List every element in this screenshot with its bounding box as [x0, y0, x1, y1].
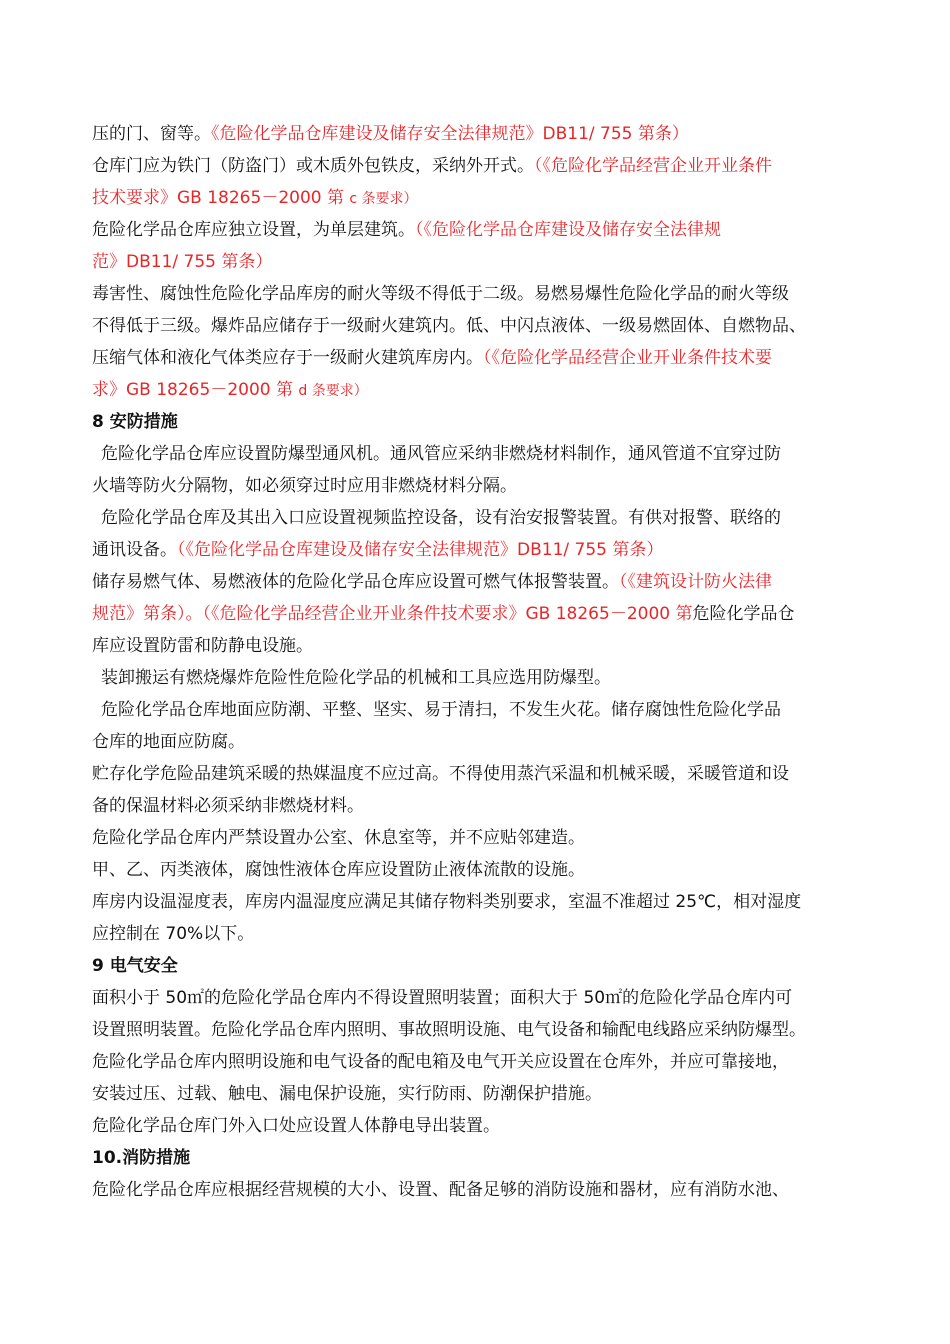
text-line: [92, 1174, 892, 1206]
text-line: [92, 534, 892, 566]
citation-text: 求》GB 18265－2000 第: [92, 380, 299, 400]
body-text: 设置照明装置。危险化学品仓库内照明、事故照明设施、电气设备和输配电线路应采纳防爆型。: [92, 1020, 806, 1040]
citation-text: （《危险化学品经营企业开业条件: [534, 156, 772, 176]
body-text: 库应设置防雷和防静电设施。: [92, 636, 313, 656]
citation-text: （《建筑设计防火法律: [619, 572, 772, 592]
body-text: 装卸搬运有燃烧爆炸危险性危险化学品的机械和工具应选用防爆型。: [101, 668, 611, 688]
text-line: [92, 854, 892, 886]
body-text: 9 电气安全: [92, 956, 178, 976]
body-text: 危险化学品仓库门外入口处应设置人体静电导出装置。: [92, 1116, 500, 1136]
text-line: [92, 630, 892, 662]
text-line: [92, 214, 892, 246]
citation-text: c 条要求）: [349, 191, 418, 207]
section-heading: [92, 1142, 892, 1174]
body-text: 应控制在 70%以下。: [92, 924, 255, 944]
body-text: 10.消防措施: [92, 1148, 191, 1168]
citation-text: 技术要求》GB 18265－2000 第: [92, 188, 350, 208]
body-text: 储存易燃气体、易燃液体的危险化学品仓库应设置可燃气体报警装置。: [92, 572, 619, 592]
body-text: 面积小于 50㎡的危险化学品仓库内不得设置照明装置；面积大于 50㎡的危险化学品仓库内可: [92, 988, 793, 1008]
text-line: [92, 982, 892, 1014]
text-line: [92, 1110, 892, 1142]
citation-text: 规范》第条）。（《危险化学品经营企业开业条件技术要求》GB 18265－2000 第: [92, 604, 693, 624]
body-text: 火墙等防火分隔物，如必须穿过时应用非燃烧材料分隔。: [92, 476, 517, 496]
text-line: [92, 566, 892, 598]
text-line: [92, 694, 892, 726]
citation-text: d 条要求）: [298, 383, 368, 399]
text-line: [92, 118, 892, 150]
body-text: 压缩气体和液化气体类应存于一级耐火建筑库房内。: [92, 348, 483, 368]
body-text: 库房内设温湿度表，库房内温湿度应满足其储存物料类别要求，室温不准超过 25℃，相对湿度: [92, 892, 802, 912]
text-line: [92, 182, 892, 214]
body-text: 备的保温材料必须采纳非燃烧材料。: [92, 796, 364, 816]
body-text: 危险化学品仓库内照明设施和电气设备的配电箱及电气开关应设置在仓库外，并应可靠接地，: [92, 1052, 789, 1072]
text-line: [92, 790, 892, 822]
text-line: [92, 1046, 892, 1078]
body-text: 危险化学品仓库应独立设置，为单层建筑。: [92, 220, 415, 240]
section-heading: [92, 406, 892, 438]
body-text: 不得低于三级。爆炸品应储存于一级耐火建筑内。低、中闪点液体、一级易燃固体、自燃物品、: [92, 316, 806, 336]
body-text: 危险化学品仓库应根据经营规模的大小、设置、配备足够的消防设施和器材，应有消防水池、: [92, 1180, 789, 1200]
body-text: 通讯设备。: [92, 540, 177, 560]
text-line: [92, 502, 892, 534]
body-text: 危险化学品仓: [692, 604, 795, 624]
text-line: [92, 1078, 892, 1110]
citation-text: （《危险化学品经营企业开业条件技术要: [483, 348, 772, 368]
body-text: 安装过压、过载、触电、漏电保护设施，实行防雨、防潮保护措施。: [92, 1084, 602, 1104]
body-text: 仓库的地面应防腐。: [92, 732, 245, 752]
document-page: [92, 118, 892, 1206]
body-text: 危险化学品仓库内严禁设置办公室、休息室等，并不应贴邻建造。: [92, 828, 585, 848]
body-text: 甲、乙、丙类液体，腐蚀性液体仓库应设置防止液体流散的设施。: [92, 860, 585, 880]
body-text: 仓库门应为铁门（防盗门）或木质外包铁皮，采纳外开式。: [92, 156, 534, 176]
text-line: [92, 598, 892, 630]
citation-text: 范》DB11/ 755 第条）: [92, 252, 273, 272]
text-line: [92, 1014, 892, 1046]
text-line: [92, 918, 892, 950]
citation-text: 《危险化学品仓库建设及储存安全法律规范》DB11/ 755 第条）: [211, 124, 689, 144]
text-line: [92, 822, 892, 854]
text-line: [92, 342, 892, 374]
text-line: [92, 374, 892, 406]
text-line: [92, 278, 892, 310]
citation-text: （《危险化学品仓库建设及储存安全法律规: [415, 220, 721, 240]
body-text: 危险化学品仓库及其出入口应设置视频监控设备，设有治安报警装置。有供对报警、联络的: [101, 508, 781, 528]
text-line: [92, 438, 892, 470]
text-line: [92, 150, 892, 182]
text-line: [92, 726, 892, 758]
body-text: 8 安防措施: [92, 412, 178, 432]
text-line: [92, 246, 892, 278]
citation-text: （《危险化学品仓库建设及储存安全法律规范》DB11/ 755 第条）: [177, 540, 664, 560]
text-line: [92, 470, 892, 502]
body-text: 危险化学品仓库应设置防爆型通风机。通风管应采纳非燃烧材料制作，通风管道不宜穿过防: [101, 444, 781, 464]
body-text: 贮存化学危险品建筑采暖的热媒温度不应过高。不得使用蒸汽采温和机械采暖，采暖管道和设: [92, 764, 789, 784]
body-text: 危险化学品仓库地面应防潮、平整、坚实、易于清扫，不发生火花。储存腐蚀性危险化学品: [101, 700, 781, 720]
body-text: 毒害性、腐蚀性危险化学品库房的耐火等级不得低于二级。易燃易爆性危险化学品的耐火等级: [92, 284, 789, 304]
body-text: 压的门、窗等。: [92, 124, 211, 144]
text-line: [92, 662, 892, 694]
text-line: [92, 886, 892, 918]
section-heading: [92, 950, 892, 982]
text-line: [92, 310, 892, 342]
text-line: [92, 758, 892, 790]
